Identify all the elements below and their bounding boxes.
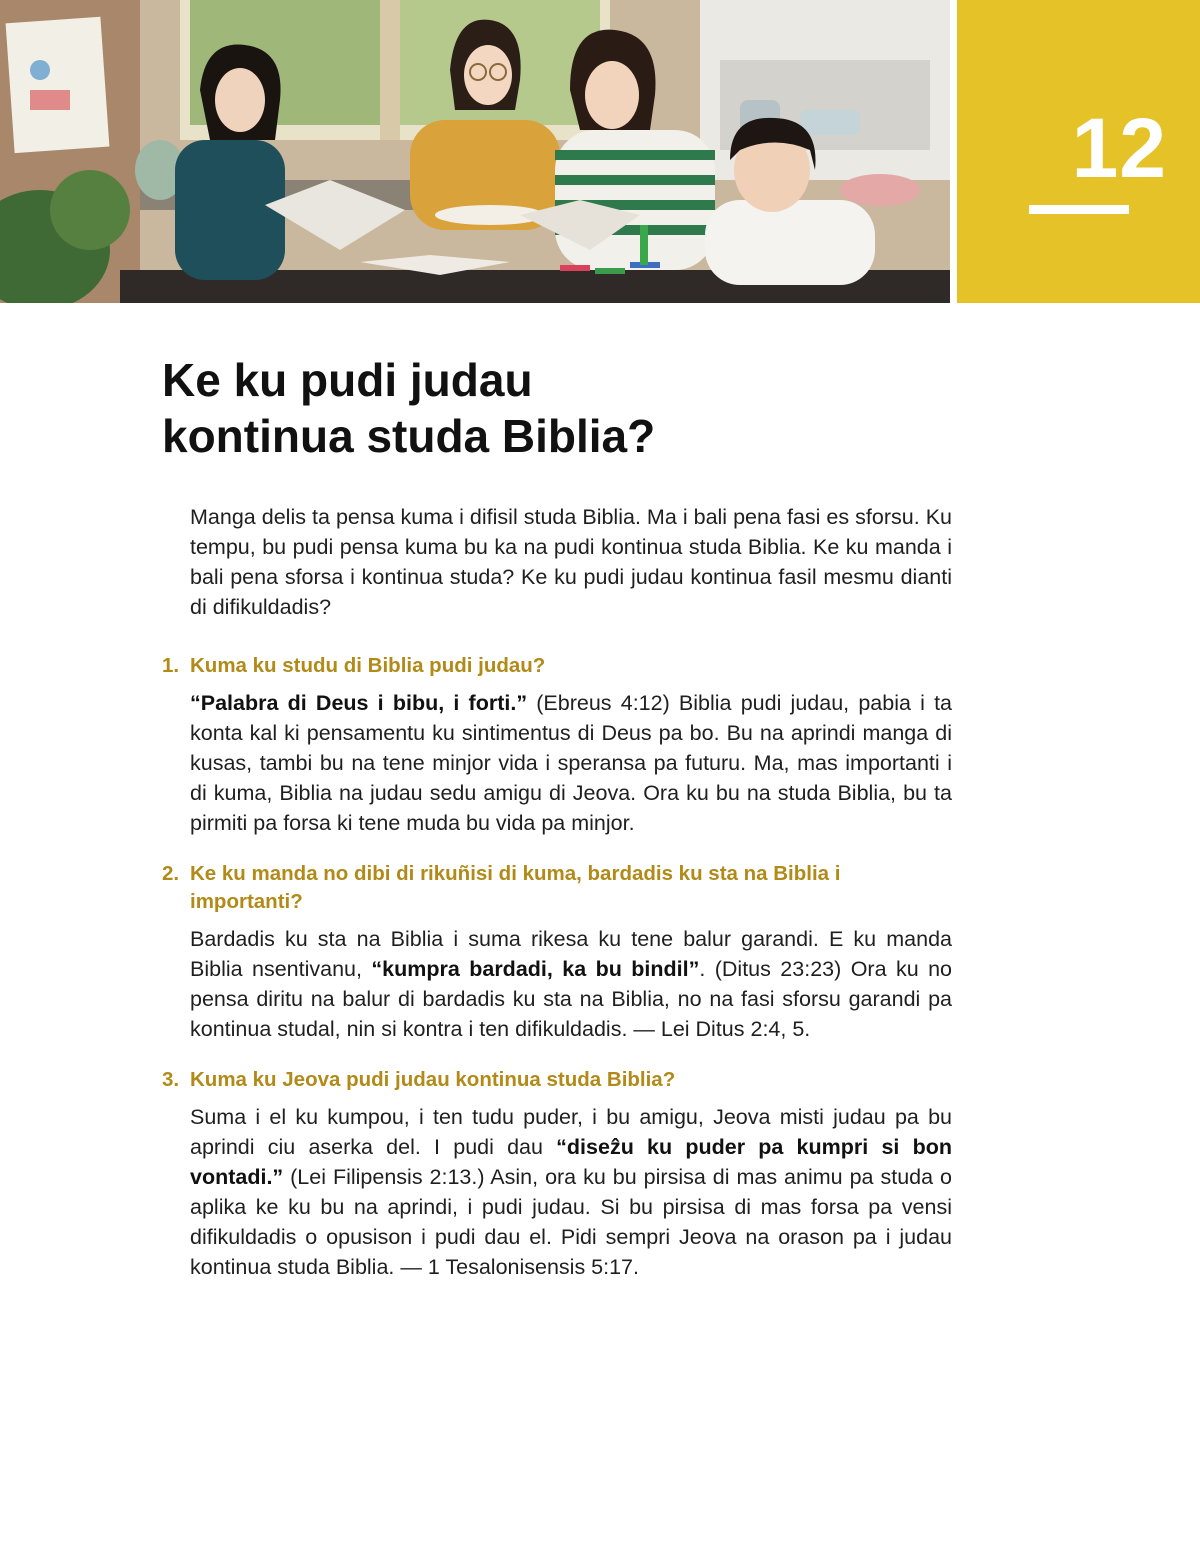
question-heading (162, 1066, 952, 1094)
family-study-illustration (0, 0, 950, 303)
question-text: Kuma ku studu di Biblia pudi judau? (190, 654, 546, 677)
question-section-3 (162, 1066, 952, 1282)
question-number: 1. (162, 654, 180, 677)
title-line-1: Ke ku pudi judau (162, 354, 533, 406)
answer-text: (Ebreus 4:12) Biblia pudi judau, pabia i ta konta kal ki pensamentu ku sintimentus di Deus pa bo. Bu na aprindi manga di kusas, tambi bu na tene minjor vida i speransa pa futuru. Ma, mas importanti i di kuma, Biblia na judau sedu amigu di Jeova. Ora ku bu na studa Biblia, bu ta pirmiti pa forsa ki tene muda bu vida pa minjor. (190, 691, 953, 835)
chapter-number: 12 (1071, 101, 1167, 195)
question-heading (162, 860, 952, 916)
scripture-quote: “Palabra di Deus i bibu, i forti.” (190, 691, 528, 715)
question-text: Kuma ku Jeova pudi judau kontinua studa Biblia? (190, 1068, 676, 1091)
question-section-1 (162, 652, 952, 838)
question-number: 3. (162, 1068, 180, 1091)
question-heading (162, 652, 952, 680)
chapter-underline (1029, 205, 1129, 214)
answer-text-lead: Suma i el ku kumpou, i ten tudu puder, i bu amigu, Jeova misti judau pa bu aprindi ciu aserka del. I pudi dau (190, 1105, 952, 1159)
scripture-quote: “kumpra bardadi, ka bu bindil” (371, 957, 700, 981)
question-text: Ke ku manda no dibi di rikuñisi di kuma, bardadis ku sta na Biblia i importanti? (190, 862, 841, 913)
lesson-body (162, 502, 952, 1304)
answer-paragraph (190, 688, 952, 838)
page-title (162, 352, 922, 464)
answer-paragraph (190, 924, 952, 1044)
intro-paragraph: Manga delis ta pensa kuma i difisil studa Biblia. Ma i bali pena fasi es sforsu. Ku tempu, bu pudi pensa kuma bu ka na pudi kontinua studa Biblia. Ke ku manda i bali pena sforsa i kontinua studa? Ke ku pudi judau kontinua fasil mesmu dianti di difikuldadis? (190, 505, 952, 619)
title-line-2: kontinua studa Biblia? (162, 410, 656, 462)
answer-text-lead: Bardadis ku sta na Biblia i suma rikesa ku tene balur garandi. E ku manda Biblia nsentivanu, (190, 927, 952, 981)
header-photo (0, 0, 950, 303)
question-number: 2. (162, 862, 180, 885)
answer-text: . (Ditus 23:23) Ora ku no pensa diritu na balur di bardadis ku sta na Biblia, no na fasi sforsu garandi pa kontinua studal, nin si kontra i ten difikuldadis. — Lei Ditus 2:4, 5. (190, 957, 952, 1041)
scripture-quote: “diseẑu ku puder pa kumpri si bon vontadi.” (190, 1135, 952, 1189)
answer-text: (Lei Filipensis 2:13.) Asin, ora ku bu pirsisa di mas animu pa studa o aplika ke ku bu na aprindi, i pudi judau. Si bu pirsisa di mas forsa pa vensi difikuldadis o opusison i pudi dau el. Pidi sempri Jeova na orason pa i judau kontinua studa Biblia. — 1 Tesalonisensis 5:17. (190, 1165, 952, 1279)
question-section-2 (162, 860, 952, 1044)
answer-paragraph (190, 1102, 952, 1282)
chapter-badge (957, 0, 1200, 303)
